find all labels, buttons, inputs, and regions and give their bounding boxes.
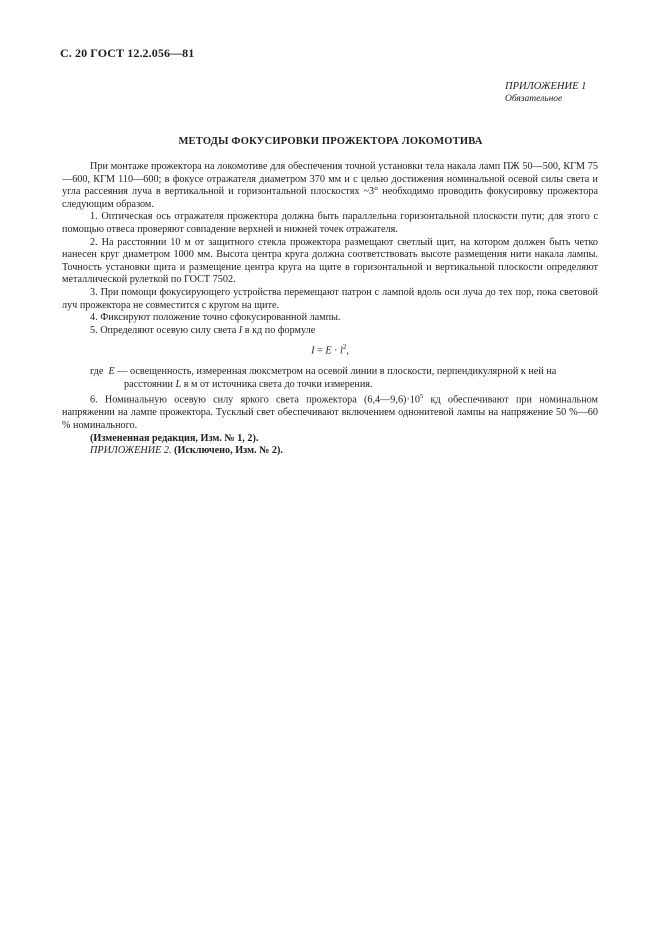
step-6: 6. Номинальную осевую силу яркого света прожектора $(6,4—9,6)\cdot 10^5$ кд обеспечивают при номинальном напряжении на лампе прожектора. Тусклый свет обеспечивают включением однонитевой лампы на напряжение 50 %—60 % номинального. — [62, 393, 599, 432]
formula-legend: где E — освещенность, измеренная люксметром на осевой линии в плоскости, перпендикулярной к ней на — [90, 366, 557, 378]
document-body — [62, 161, 598, 458]
appendix-title: ПРИЛОЖЕНИЕ 1 — [505, 81, 587, 92]
formula-legend-cont: расстоянии L в м от источника света до точки измерения. — [124, 378, 373, 390]
appendix-2: ПРИЛОЖЕНИЕ 2. (Исключено, Изм. № 2). — [90, 445, 283, 457]
step-3: 3. При помощи фокусирующего устройства перемещают патрон с лампой вдоль оси луча до тех пор, пока световой луч прожектора не совместится с кругом на щите. — [62, 286, 598, 311]
page-header: С. 20 ГОСТ 12.2.056—81 — [60, 46, 195, 60]
step-2: 2. На расстоянии 10 м от защитного стекла прожектора размещают светлый щит, на котором должен быть четко нанесен круг диаметром 1000 мм. Высота центра круга должна соответствовать высоте размещения нити накала лампы. Точность установки щита и размещение центра круга на щите в горизонтальной и вертикальной плоскости определяют металлической рулеткой по ГОСТ 7502. — [62, 236, 598, 286]
appendix-label — [505, 80, 586, 106]
revision-note: (Измененная редакция, Изм. № 1, 2). — [90, 432, 259, 444]
step-1: 1. Оптическая ось отражателя прожектора должна быть параллельна горизонтальной плоскости пути; для этого с помощью отвеса проверяют совпадение верхней и нижней точек отражателя. — [62, 211, 598, 235]
step-4: 4. Фиксируют положение точно сфокусированной лампы. — [90, 312, 341, 324]
section-title: МЕТОДЫ ФОКУСИРОВКИ ПРОЖЕКТОРА ЛОКОМОТИВА — [178, 136, 483, 147]
appendix-status: Обязательное — [505, 94, 563, 104]
formula: $I = E \cdot l^2$, — [311, 343, 349, 357]
step-5: 5. Определяют осевую силу света I в кд по формуле — [90, 324, 316, 336]
intro-paragraph: При монтаже прожектора на локомотиве для обеспечения точной установки тела накала ламп ПЖ 50—500, КГМ 75—600, КГМ 110—600; в фокусе отражателя диаметром 370 мм и с целью достижения номинальной осевой силы света и угла рассеяния луча в вертикальной и горизонтальной плоскостях ~3° необходимо проводить фокусировку прожектора следующим образом. — [62, 161, 598, 210]
